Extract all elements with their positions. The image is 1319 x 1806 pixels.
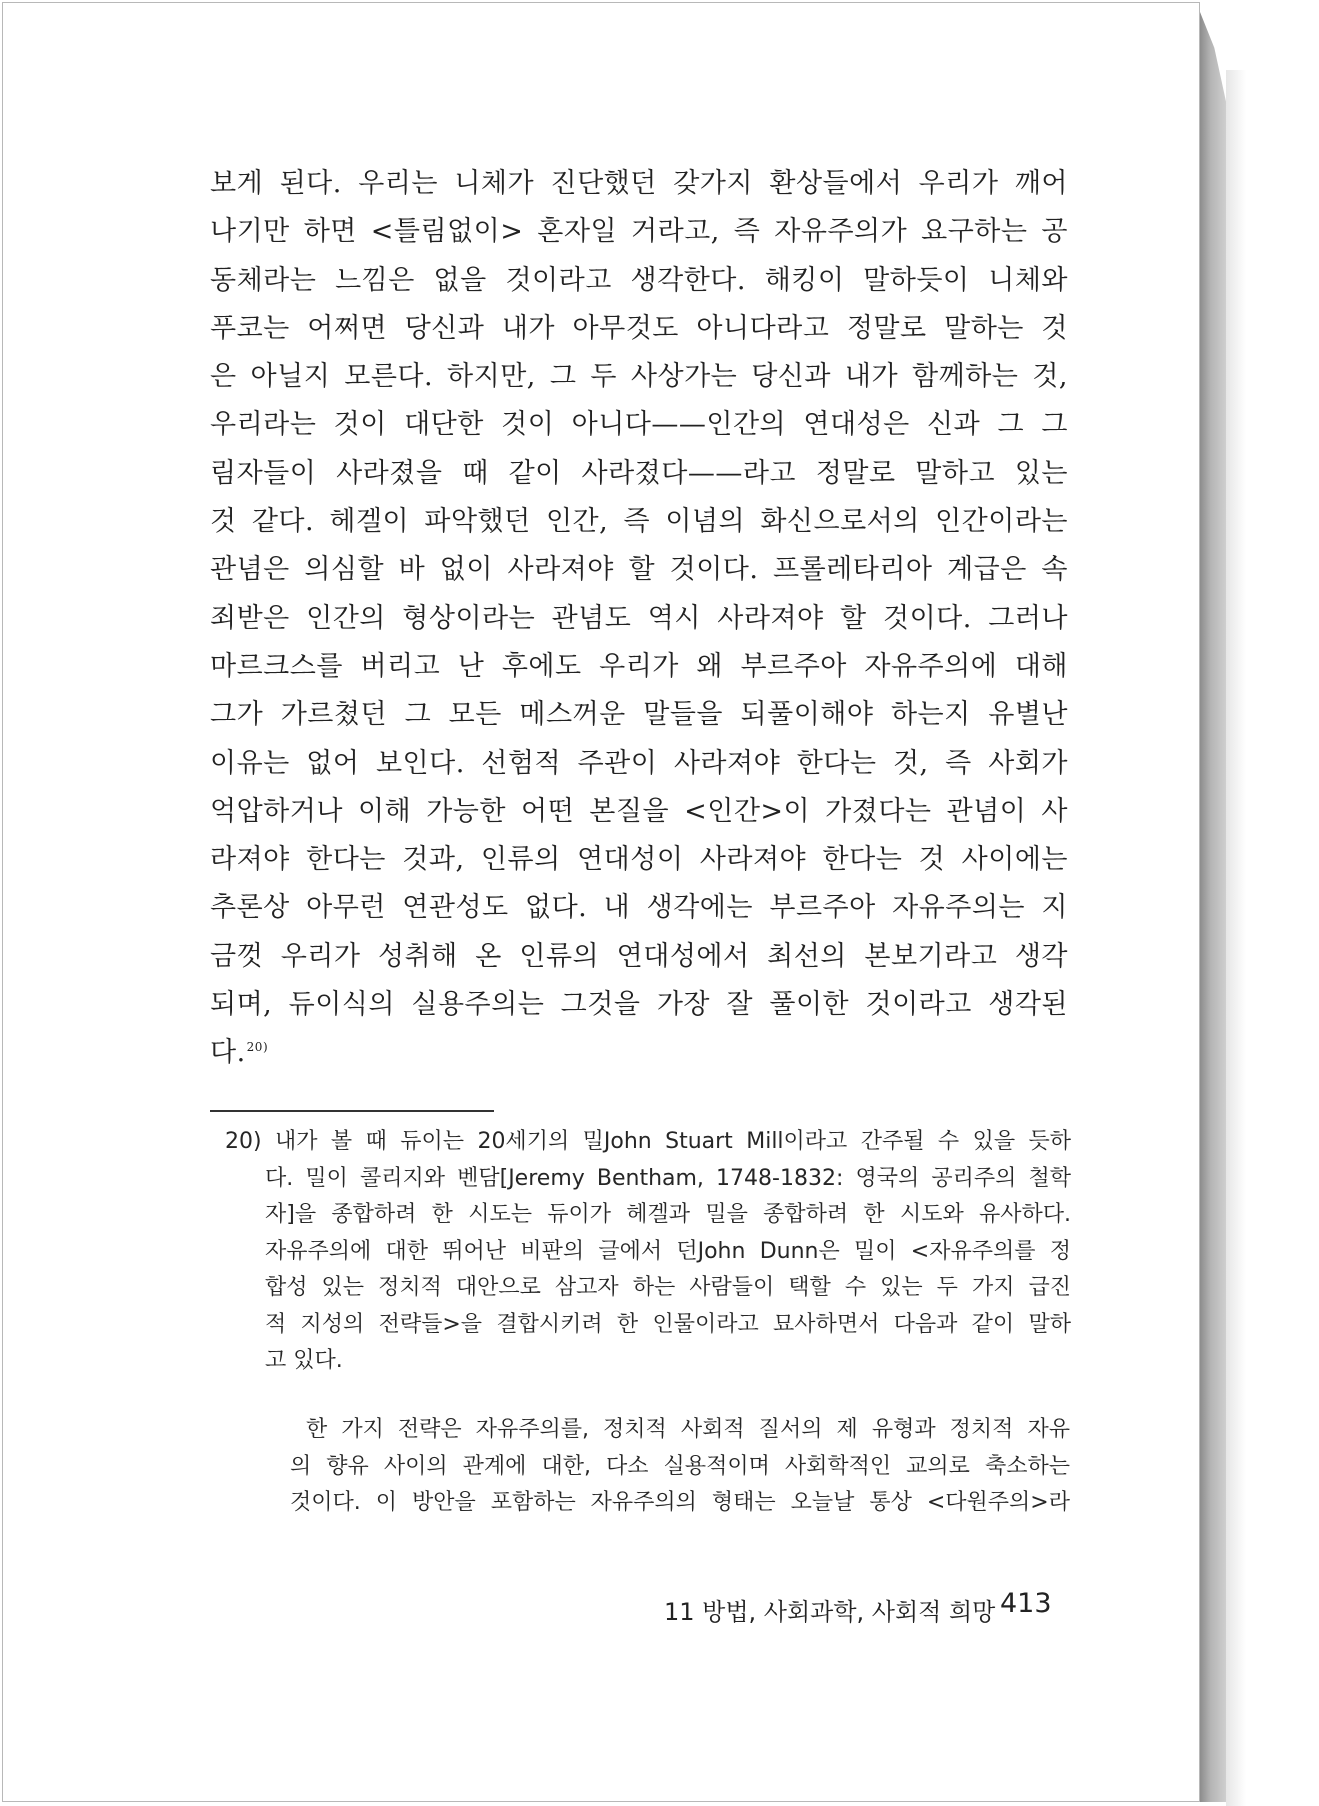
body-line: 마르크스를 버리고 난 후에도 우리가 왜 부르주아 자유주의에 대해 xyxy=(210,650,1068,682)
quote-line: 것이다. 이 방안을 포함하는 자유주의의 형태는 오늘날 통상 <다원주의>라 xyxy=(290,1490,1070,1515)
footnote-divider xyxy=(210,1110,494,1112)
body-line: 되며, 듀이식의 실용주의는 그것을 가장 잘 풀이한 것이라고 생각된 xyxy=(210,989,1068,1021)
body-line-text: 다. xyxy=(210,1037,246,1069)
footnote-line: 다. 밀이 콜리지와 벤담[Jeremy Bentham, 1748-1832: 영국의 공리주의 철학 xyxy=(265,1165,1071,1191)
footnote-line: 자유주의에 대한 뛰어난 비판의 글에서 던John Dunn은 밀이 <자유주의를 정 xyxy=(265,1238,1071,1264)
body-line: 것 같다. 헤겔이 파악했던 인간, 즉 이념의 화신으로서의 인간이라는 xyxy=(210,506,1068,538)
body-line: 죄받은 인간의 형상이라는 관념도 역시 사라져야 할 것이다. 그러나 xyxy=(210,602,1068,634)
quote-line: 의 향유 사이의 관계에 대한, 다소 실용적이며 사회학적인 교의로 축소하는 xyxy=(290,1453,1070,1479)
page-edge-shading xyxy=(1200,12,1226,1802)
footnote-line: 20) 내가 볼 때 듀이는 20세기의 밀John Stuart Mill이라고 간주될 수 있을 듯하 xyxy=(225,1129,1071,1154)
body-line-last xyxy=(210,1029,1068,1077)
footnote-line: 자]을 종합하려 한 시도는 듀이가 헤겔과 밀을 종합하려 한 시도와 유사하다. xyxy=(265,1202,1071,1227)
body-line: 나기만 하면 <틀림없이> 혼자일 거라고, 즉 자유주의가 요구하는 공 xyxy=(210,216,1068,248)
body-line: 추론상 아무런 연관성도 없다. 내 생각에는 부르주아 자유주의는 지 xyxy=(210,892,1068,924)
footnote-line: 합성 있는 정치적 대안으로 삼고자 하는 사람들이 택할 수 있는 두 가지 급진 xyxy=(265,1275,1071,1300)
body-line: 관념은 의심할 바 없이 사라져야 할 것이다. 프롤레타리아 계급은 속 xyxy=(210,554,1068,586)
body-line: 동체라는 느낌은 없을 것이라고 생각한다. 해킹이 말하듯이 니체와 xyxy=(210,264,1068,296)
body-line: 그가 가르쳤던 그 모든 메스꺼운 말들을 되풀이해야 하는지 유별난 xyxy=(210,699,1068,731)
body-line: 푸코는 어쩌면 당신과 내가 아무것도 아니다라고 정말로 말하는 것 xyxy=(210,312,1068,344)
quote-line: 한 가지 전략은 자유주의를, 정치적 사회적 질서의 제 유형과 정치적 자유 xyxy=(306,1417,1070,1442)
body-line: 보게 된다. 우리는 니체가 진단했던 갖가지 환상들에서 우리가 깨어 xyxy=(210,168,1068,199)
footnote-line: 고 있다. xyxy=(265,1348,343,1373)
body-line: 금껏 우리가 성취해 온 인류의 연대성에서 최선의 본보기라고 생각 xyxy=(210,940,1068,972)
body-line: 림자들이 사라졌을 때 같이 사라졌다——라고 정말로 말하고 있는 xyxy=(210,457,1068,489)
body-line: 억압하거나 이해 가능한 어떤 본질을 <인간>이 가졌다는 관념이 사 xyxy=(210,795,1068,827)
body-line: 우리라는 것이 대단한 것이 아니다——인간의 연대성은 신과 그 그 xyxy=(210,409,1068,441)
body-line: 라져야 한다는 것과, 인류의 연대성이 사라져야 한다는 것 사이에는 xyxy=(210,844,1068,876)
body-paragraph xyxy=(210,160,1068,1078)
block-quote xyxy=(290,1412,1070,1522)
footnote-line: 적 지성의 전략들>을 결합시키려 한 인물이라고 묘사하면서 다음과 같이 말하 xyxy=(265,1311,1071,1337)
footnote-reference[interactable]: 20) xyxy=(246,1040,269,1055)
body-line: 이유는 없어 보인다. 선험적 주관이 사라져야 한다는 것, 즉 사회가 xyxy=(210,747,1068,779)
running-footer-title: 11 방법, 사회과학, 사회적 희망 xyxy=(664,1598,996,1626)
body-line: 은 아닐지 모른다. 하지만, 그 두 사상가는 당신과 내가 함께하는 것, xyxy=(210,361,1068,393)
page-shadow xyxy=(1226,70,1246,1806)
footnote-20 xyxy=(225,1124,1071,1380)
page-number: 413 xyxy=(1000,1588,1052,1619)
